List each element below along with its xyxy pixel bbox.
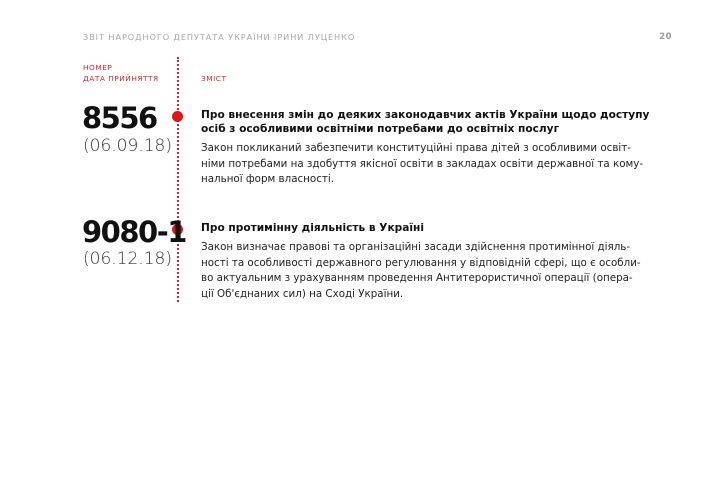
- bill-title-line: осіб з особливими освітніми потребами до освітніх послуг: [201, 123, 560, 135]
- bill-description-line: ції Об'єднаних сил) на Сході України.: [201, 287, 404, 300]
- page-number: 20: [659, 32, 672, 42]
- report-header-title: ЗВІТ НАРОДНОГО ДЕПУТАТА УКРАЇНИ ІРИНИ ЛУЦЕНКО: [83, 32, 356, 42]
- bill-title-line: Про внесення змін до деяких законодавчих актів України щодо доступу: [201, 109, 650, 121]
- bill-title: [201, 108, 681, 136]
- bill-description-line: нальної форм власності.: [201, 173, 334, 186]
- bill-date: (06.09.18): [83, 136, 172, 156]
- bill-description-line: німи потребами на здобуття якісної освіти в закладах освіти державної та кому-: [201, 157, 644, 170]
- bill-number: 8556: [82, 101, 157, 135]
- bill-date: (06.12.18): [83, 249, 172, 269]
- bill-description-line: Закон покликаний забезпечити конституційні права дітей з особливими освіт-: [201, 142, 631, 154]
- bill-description: [201, 141, 681, 188]
- bill-title-line: Про протимінну діяльність в Україні: [201, 222, 424, 234]
- column-header-number-date: [83, 63, 159, 84]
- column-header-date: ДАТА ПРИЙНЯТТЯ: [83, 73, 159, 83]
- bill-description: [201, 240, 681, 302]
- bill-number: 9080-1: [82, 215, 186, 249]
- bill-description-line: во актуальним з урахуванням проведення Антитерористичної операції (опера-: [201, 272, 633, 285]
- column-header-number: НОМЕР: [83, 63, 113, 72]
- timeline-dotted-line: [177, 57, 179, 302]
- bill-title: [201, 221, 681, 235]
- timeline-dot: [172, 111, 183, 122]
- bill-description-line: Закон визначає правові та організаційні засади здійснення протимінної діяль-: [201, 241, 631, 253]
- bill-description-line: ності та особливості державного регулювання у відповідній сфері, що є особли-: [201, 256, 641, 269]
- column-header-content: ЗМІСТ: [201, 74, 227, 83]
